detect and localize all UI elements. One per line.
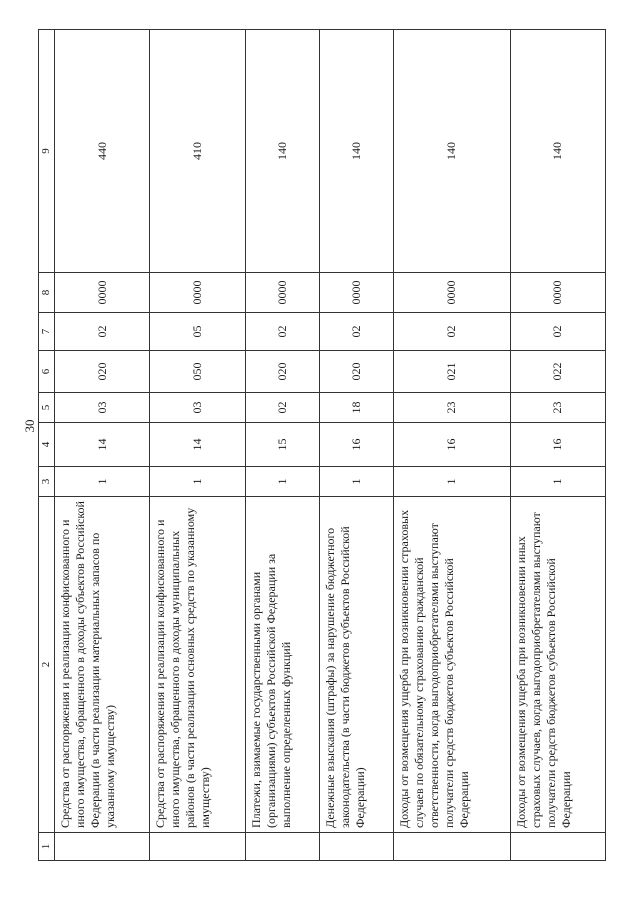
table-cell: 03 — [55, 393, 150, 423]
table-cell: 16 — [393, 423, 510, 467]
table-cell: 020 — [55, 351, 150, 393]
table-row — [245, 30, 319, 861]
table-cell — [510, 833, 605, 861]
table-cell: 02 — [510, 313, 605, 351]
table-cell: 020 — [319, 351, 393, 393]
table-cell: 14 — [55, 423, 150, 467]
column-header: 4 — [39, 423, 55, 467]
table-cell: 16 — [510, 423, 605, 467]
table-cell: 140 — [510, 30, 605, 273]
table-cell: 15 — [245, 423, 319, 467]
column-header: 8 — [39, 273, 55, 313]
table-cell: 1 — [510, 467, 605, 497]
income-name-cell: Доходы от возмещения ущерба при возникновении иных страховых случаев, когда выгодоприобретателями выступают получатели средств бюджетов субъектов Российской Федерации — [510, 497, 605, 833]
table-cell: 14 — [150, 423, 245, 467]
table-cell: 410 — [150, 30, 245, 273]
table-cell: 1 — [319, 467, 393, 497]
income-name-cell: Денежные взыскания (штрафы) за нарушение бюджетного законодательства (в части бюджетов субъектов Российской Федерации) — [319, 497, 393, 833]
table-cell: 140 — [245, 30, 319, 273]
column-header: 2 — [39, 497, 55, 833]
table-cell: 020 — [245, 351, 319, 393]
table-cell: 0000 — [55, 273, 150, 313]
table-cell: 1 — [55, 467, 150, 497]
column-header: 9 — [39, 30, 55, 273]
column-header: 1 — [39, 833, 55, 861]
table-cell: 1 — [393, 467, 510, 497]
table-cell: 23 — [510, 393, 605, 423]
table-cell — [55, 833, 150, 861]
table-cell: 140 — [319, 30, 393, 273]
table-cell: 0000 — [150, 273, 245, 313]
table-cell: 23 — [393, 393, 510, 423]
header-row — [39, 30, 55, 861]
table-cell: 02 — [245, 393, 319, 423]
table-row — [510, 30, 605, 861]
column-header: 3 — [39, 467, 55, 497]
table-cell: 022 — [510, 351, 605, 393]
table-cell: 0000 — [245, 273, 319, 313]
column-header: 7 — [39, 313, 55, 351]
table-cell: 02 — [245, 313, 319, 351]
table-row — [55, 30, 150, 861]
table-cell — [245, 833, 319, 861]
table-cell: 16 — [319, 423, 393, 467]
table-cell: 03 — [150, 393, 245, 423]
income-name-cell: Средства от распоряжения и реализации конфискованного и иного имущества, обращенного в доходы муниципальных районов (в части реализации основных средств по указанному имуществу) — [150, 497, 245, 833]
income-name-cell: Платежи, взимаемые государственными органами (организациями) субъектов Российской Федерации за выполнение определенных функций — [245, 497, 319, 833]
column-header: 5 — [39, 393, 55, 423]
table-cell: 440 — [55, 30, 150, 273]
table-cell: 1 — [245, 467, 319, 497]
table-cell — [150, 833, 245, 861]
table-cell: 02 — [319, 313, 393, 351]
table-row — [150, 30, 245, 861]
table-row — [393, 30, 510, 861]
document-table-rotated — [38, 29, 606, 861]
table-cell: 02 — [393, 313, 510, 351]
table-cell: 021 — [393, 351, 510, 393]
table-cell: 050 — [150, 351, 245, 393]
income-name-cell: Доходы от возмещения ущерба при возникновении страховых случаев по обязательному страхованию гражданской ответственности, когда выгодоприобретателями выступают получатели средств бюджетов субъектов Российской Федерации — [393, 497, 510, 833]
column-header: 6 — [39, 351, 55, 393]
table-cell — [319, 833, 393, 861]
table-cell — [393, 833, 510, 861]
page-number: 30 — [22, 419, 37, 433]
table-cell: 05 — [150, 313, 245, 351]
table-cell: 0000 — [319, 273, 393, 313]
income-name-cell: Средства от распоряжения и реализации конфискованного и иного имущества, обращенного в доходы субъектов Российской Федерации (в части реализации материальных запасов по указанному имуществу) — [55, 497, 150, 833]
table-cell: 0000 — [510, 273, 605, 313]
table-cell: 140 — [393, 30, 510, 273]
table-cell: 0000 — [393, 273, 510, 313]
table-cell: 1 — [150, 467, 245, 497]
table-cell: 02 — [55, 313, 150, 351]
budget-code-table — [38, 29, 606, 861]
table-row — [319, 30, 393, 861]
table-cell: 18 — [319, 393, 393, 423]
